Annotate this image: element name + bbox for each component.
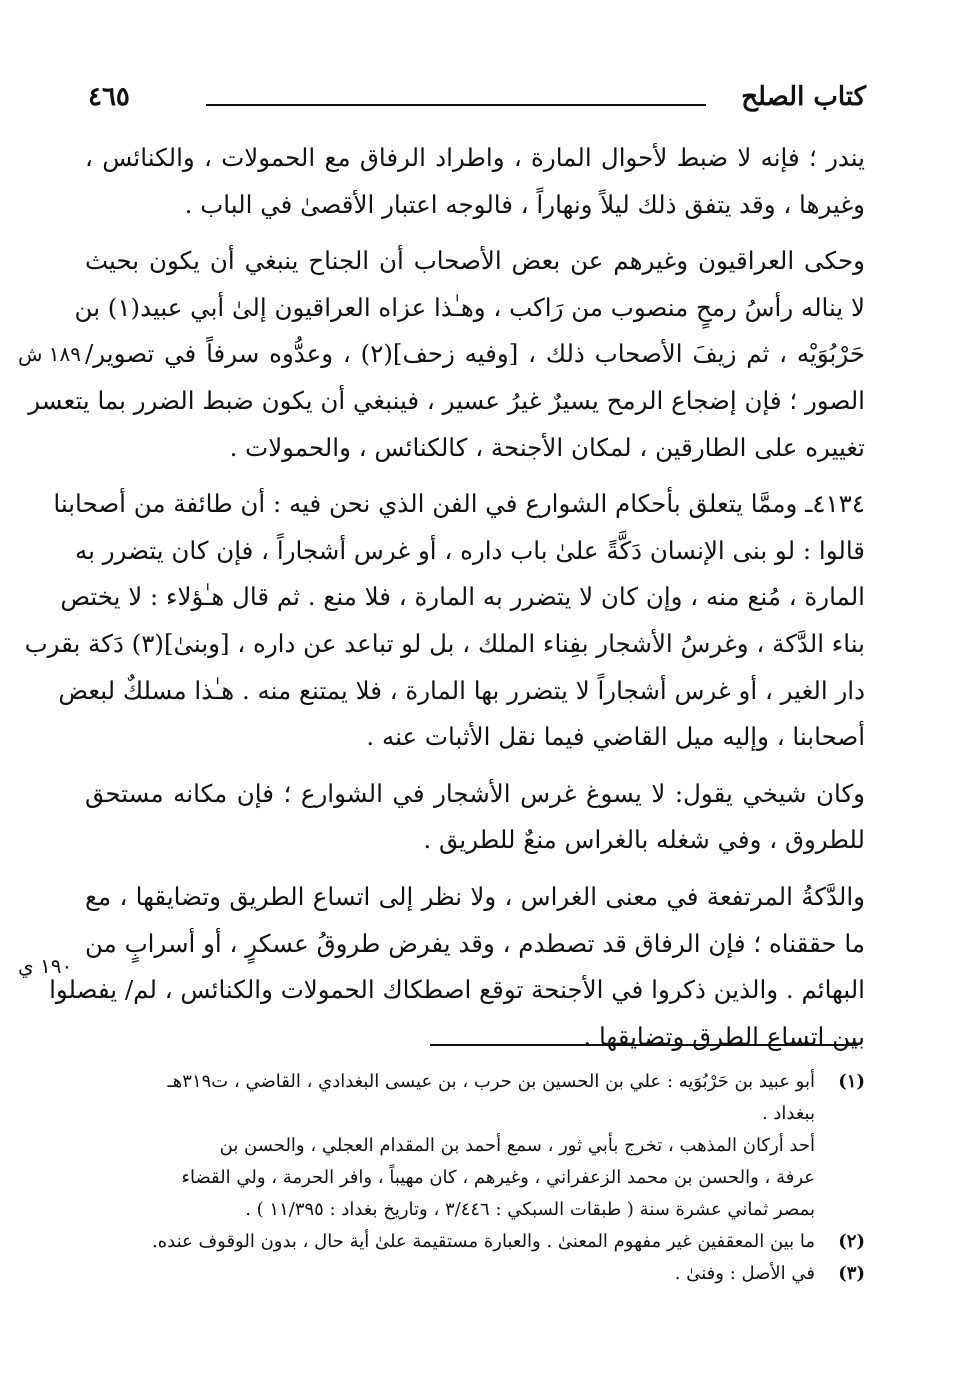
footnote-2: [85, 1226, 865, 1258]
book-title: كتاب الصلح: [741, 82, 866, 112]
footnote-text: [85, 1066, 815, 1226]
text-line: ما حققناه ؛ فإن الرفاق قد تصطدم ، وقد يفرض طروقُ عسكرٍ ، أو أسرابٍ من: [85, 928, 865, 958]
footnote-line: ما بين المعقفين غير مفهوم المعنىٰ . والعبارة مستقيمة علىٰ أية حال ، بدون الوقوف عنده.: [152, 1231, 815, 1252]
footnotes: [85, 1066, 865, 1290]
text-line: والدَّكةُ المرتفعة في معنى الغراس ، ولا نظر إلى اتساع الطريق وتضايقها ، مع: [85, 881, 866, 911]
running-header: [88, 82, 866, 122]
text-line: بناء الدَّكة ، وغرسُ الأشجار بفِناء الملك ، بل لو تباعد عن داره ، [وبنىٰ](٣) دَكة بقرب: [24, 628, 865, 658]
footnote-line: بمصر ثماني عشرة سنة ( طبقات السبكي : ٣/٤٤٦ ، وتاريخ بغداد : ١١/٣٩٥ ) .: [245, 1199, 815, 1220]
margin-note-folio-190: ١٩٠ ي: [18, 954, 73, 978]
text-line: قالوا : لو بنى الإنسان دَكَّةً علىٰ باب داره ، أو غرس أشجاراً ، فإن كان يتضرر به: [74, 535, 865, 565]
text-line: لا يناله رأسُ رمحٍ منصوب من رَاكب ، وهـٰذا عزاه العراقيون إلىٰ أبي عبيد(١) بن: [74, 292, 865, 322]
text-line: وغيرها ، وقد يتفق ذلك ليلاً ونهاراً ، فالوجه اعتبار الأقصىٰ في الباب .: [184, 189, 865, 219]
footnote-number: (١): [838, 1071, 865, 1092]
text-line: أصحابنا ، وإليه ميل القاضي فيما نقل الأثبات عنه .: [366, 722, 865, 752]
paragraph: [85, 135, 865, 228]
text-line: وكان شيخي يقول: لا يسوغ غرس الأشجار في الشوارع ؛ فإن مكانه مستحق: [85, 778, 865, 808]
text-line: حَرْبُوَيْه ، ثم زيفَ الأصحاب ذلك ، [وفيه زحف](٢) ، وعدُّوه سرفاً في تصوير/: [85, 339, 865, 369]
footnote-separator: [430, 1044, 858, 1046]
text-line: تغييره على الطارقين ، لمكان الأجنحة ، كالكنائس ، والحمولات .: [229, 432, 865, 462]
paragraph: [49, 874, 866, 1060]
text-line: وحكى العراقيون وغيرهم عن بعض الأصحاب أن الجناح ينبغي أن يكون بحيث: [85, 246, 865, 276]
header-rule: [206, 104, 706, 106]
text-line: الصور ؛ فإن إضجاع الرمح يسيرٌ غيرُ عسير ، فينبغي أن يكون ضبط الضرر بما يتعسر: [28, 385, 865, 415]
text-line: للطروق ، وفي شغله بالغراس منعٌ للطريق .: [423, 825, 865, 855]
footnote-line: في الأصل : وفنىٰ .: [674, 1263, 815, 1284]
text-line: دار الغير ، أو غرس أشجاراً لا يتضرر بها المارة ، فلا يمتنع منه . هـٰذا مسلكٌ لبعض: [58, 675, 865, 705]
text-line: ٤١٣٤ـ وممَّا يتعلق بأحكام الشوارع في الفن الذي نحن فيه : أن طائفة من أصحابنا: [53, 489, 865, 519]
footnote-line: عرفة ، والحسن بن محمد الزعفراني ، وغيرهم ، كان مهيباً ، وافر الحرمة ، ولي القضاء: [181, 1167, 815, 1188]
text-line: يندر ؛ فإنه لا ضبط لأحوال المارة ، واطراد الرفاق مع الحمولات ، والكنائس ،: [85, 143, 865, 172]
footnote-text: [85, 1226, 815, 1258]
footnote-3: [85, 1258, 865, 1290]
text-line: البهائم . والذين ذكروا في الأجنحة توقع اصطكاك الحمولات والكنائس ، لم/ يفصلوا: [49, 975, 865, 1005]
footnote-line: أحد أركان المذهب ، تخرج بأبي ثور ، سمع أحمد بن المقدام العجلي ، والحسن بن: [219, 1135, 815, 1156]
footnote-number: (٢): [838, 1231, 865, 1252]
paragraph: [85, 771, 865, 864]
footnote-1: [85, 1066, 865, 1226]
footnote-text: [85, 1258, 815, 1290]
text-line: المارة ، مُنع منه ، وإن كان لا يتضرر به المارة ، فلا منع . ثم قال هـٰؤلاء : لا يختص: [60, 582, 865, 612]
footnote-number: (٣): [838, 1263, 865, 1284]
page-number: ٤٦٥: [88, 82, 130, 112]
paragraph: [24, 481, 865, 761]
margin-note-folio-189: ١٨٩ ش: [18, 342, 82, 366]
footnote-line: ببغداد .: [761, 1103, 815, 1124]
footnote-line: أبو عبيد بن حَرْبُوَيه : علي بن الحسين بن حرب ، بن عيسى البغدادي ، القاضي ، ت٣١٩هـ: [167, 1071, 815, 1092]
text-line: بين اتساع الطرق وتضايقها .: [583, 1021, 865, 1051]
